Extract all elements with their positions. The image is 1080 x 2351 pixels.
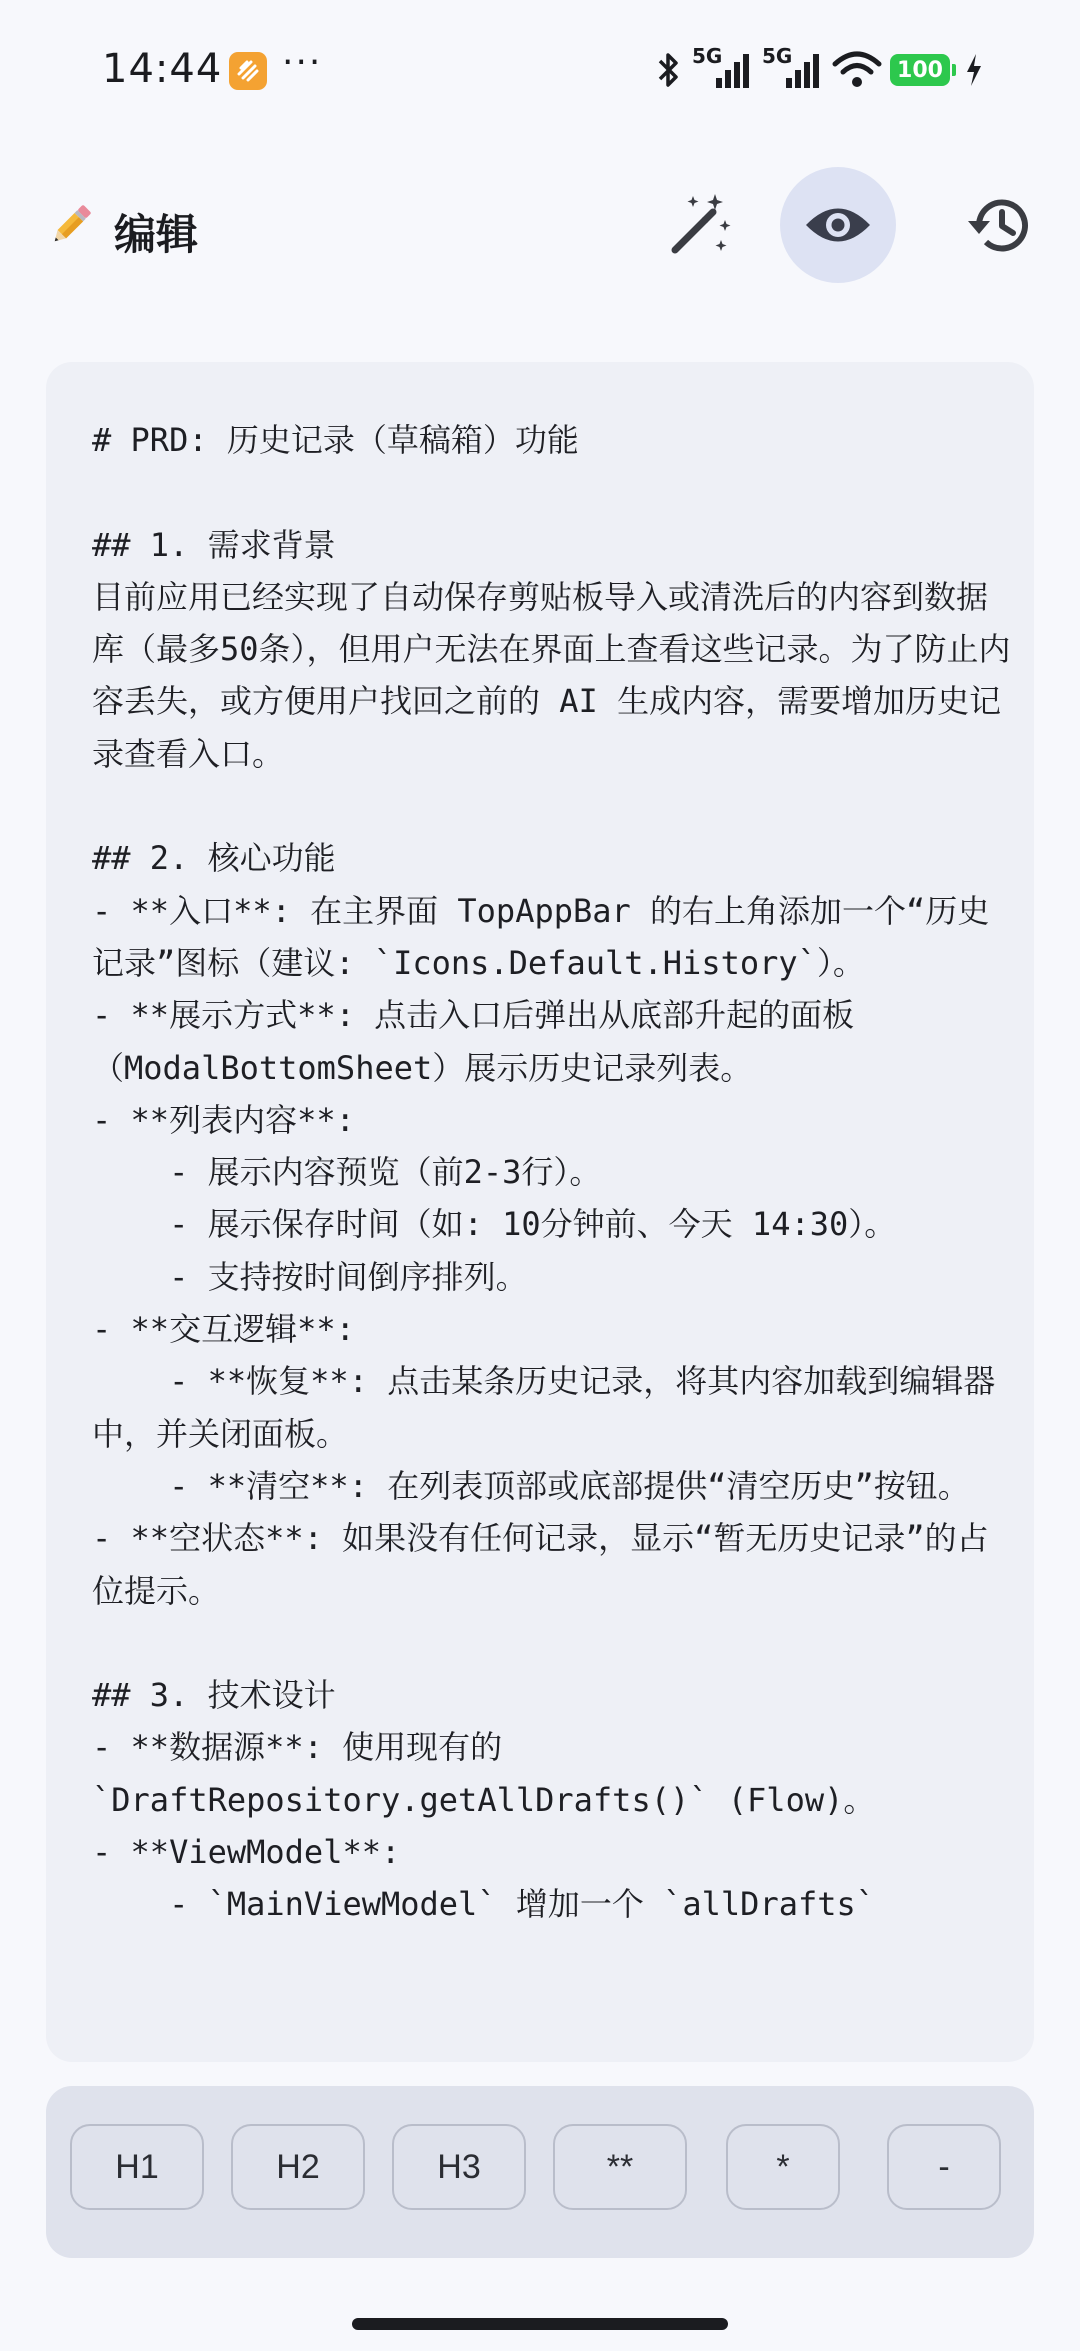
pencil-icon [46,200,96,250]
more-notifications-icon: ··· [282,42,323,83]
history-icon [965,194,1031,256]
h1-button[interactable]: H1 [70,2124,204,2210]
page-title: 编辑 [114,210,199,259]
status-indicators [654,44,984,92]
cell-signal-1-icon: 5G [692,48,754,92]
eye-icon [804,200,872,250]
ai-clean-button[interactable] [642,167,758,283]
markdown-toolbar [46,2086,1034,2258]
editor-content[interactable]: # PRD: 历史记录（草稿箱）功能 ## 1. 需求背景 目前应用已经实现了自动保存剪贴板导入或清洗后的内容到数据库（最多50条），但用户无法在界面上查看这些记录。为了防止内容丢失，或方便用户找回之前的 AI 生成内容，需要增加历史记录查看入口。 ## 2. 核心功能 - **入口**: 在主界面 TopAppBar 的右上角添加一个“历史记录”图标（建议: `Icons.Default.History`）。 - **展示方式**: 点击入口后弹出从底部升起的面板（ModalBottomSheet）展示历史记录列表。 - **列表内容**: - 展示内容预览（前2-3行）。 - 展示保存时间（如: 10分钟前、今天 14:30）。 - 支持按时间倒序排列。 - **交互逻辑**: - **恢复**: 点击某条历史记录，将其内容加载到编辑器中，并关闭面板。 - **清空**: 在列表顶部或底部提供“清空历史”按钮。 - **空状态**: 如果没有任何记录，显示“暂无历史记录”的占位提示。 ## 3. 技术设计 - **数据源**: 使用现有的 `DraftRepository.getAllDrafts()` (Flow)。 - **ViewModel**: - `MainViewModel` 增加一个 `allDrafts` [92,421,1011,1924]
markdown-editor[interactable] [46,362,1034,2062]
charging-icon [964,52,984,88]
battery-tip [952,64,956,76]
h2-button[interactable]: H2 [231,2124,365,2210]
italic-button[interactable]: * [726,2124,840,2210]
app-notification-icon [229,52,267,90]
status-bar [0,0,1080,140]
top-app-bar [0,160,1080,290]
cell-signal-2-icon: 5G [762,48,824,92]
wifi-icon [832,50,882,90]
h3-button[interactable]: H3 [392,2124,526,2210]
history-button[interactable] [940,167,1056,283]
battery-indicator: 100 [890,54,950,86]
bluetooth-icon [654,50,684,90]
list-button[interactable]: - [887,2124,1001,2210]
magic-wand-icon [665,190,735,260]
bold-button[interactable]: ** [553,2124,687,2210]
preview-toggle-button[interactable] [780,167,896,283]
status-time: 14:44 [102,46,223,92]
home-indicator[interactable] [352,2318,728,2330]
